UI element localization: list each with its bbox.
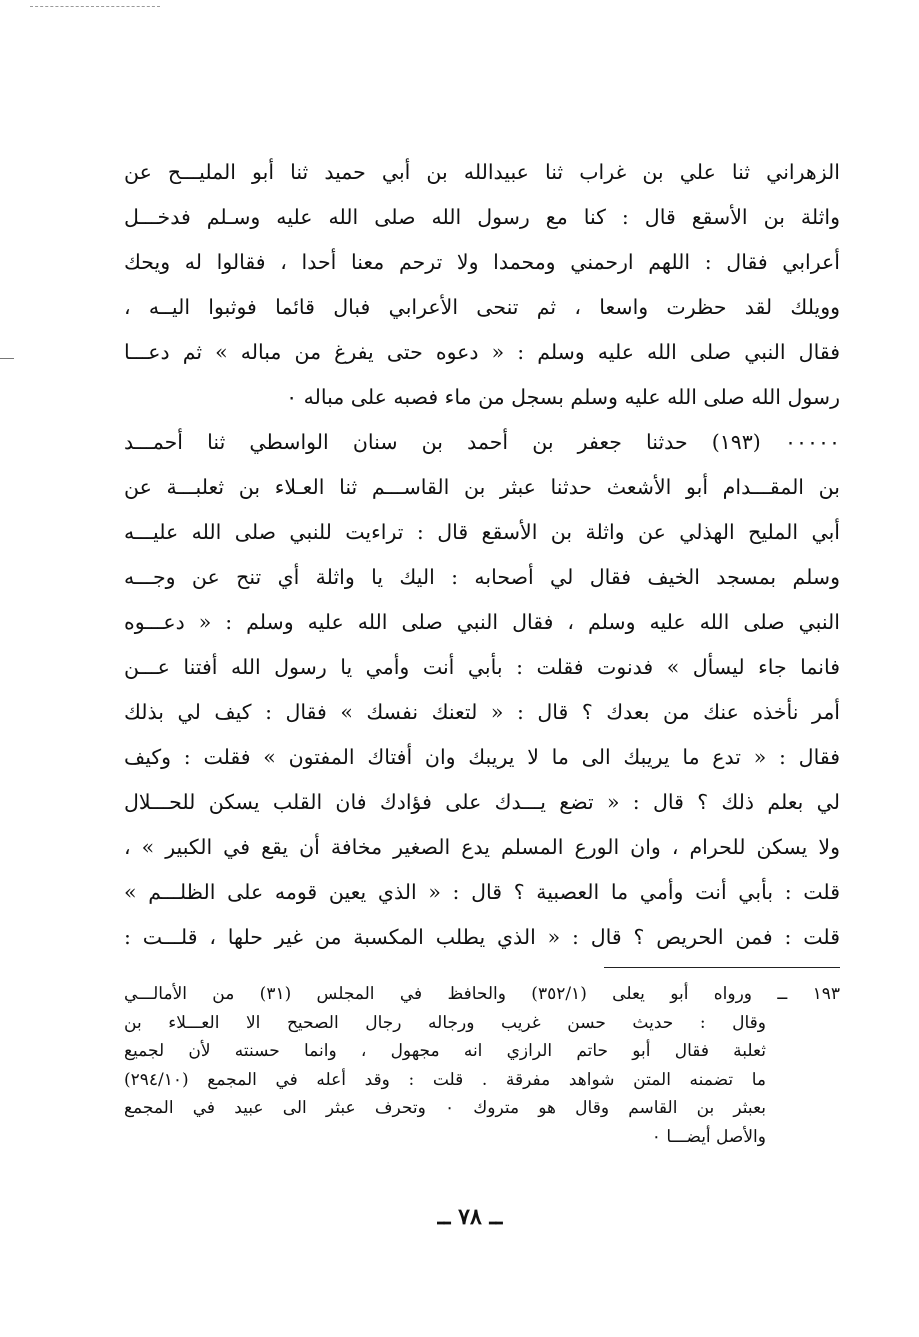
text-line: فقال : « تدع ما يريبك الى ما لا يريبك وان أفتاك المفتون » فقلت : وكيف (124, 745, 840, 769)
text-line: أمر نأخذه عنك من بعدك ؟ قال : « لتعنك نفسك » فقال : كيف لي بذلك (124, 700, 840, 724)
text-line: أعرابي فقال : اللهم ارحمني ومحمدا ولا ترحم معنا أحدا ، فقالوا له ويحك (124, 250, 840, 274)
text-line: واثلة بن الأسقع قال : كنا مع رسول الله صلى الله عليه وسـلم فدخـــل (124, 205, 840, 229)
text-line: قلت : فمن الحريص ؟ قال : « الذي يطلب المكسبة من غير حلها ، قلـــت : (124, 925, 840, 949)
text-line: فقال النبي صلى الله عليه وسلم : « دعوه حتى يفرغ من مباله » ثم دعـــا (124, 340, 840, 364)
text-line: أبي المليح الهذلي عن واثلة بن الأسقع قال : تراءيت للنبي صلى الله عليـــه (124, 520, 840, 544)
text-line: فانما جاء ليسأل » فدنوت فقلت : بأبي أنت وأمي يا رسول الله أفتنا عـــن (124, 655, 840, 679)
footnote-line: بعبثر بن القاسم وقال هو متروك ٠ وتحرف عبثر الى عبيد في المجمع (124, 1098, 766, 1118)
footnote-line: ثعلبة فقال أبو حاتم الرازي انه مجهول ، وانما حسنته لأن لجميع (124, 1041, 766, 1061)
page-number: ــ ٧٨ ــ (437, 1204, 503, 1230)
footnote-line: والأصل أيضـــا ٠ (651, 1126, 766, 1147)
text-line: لي بعلم ذلك ؟ قال : « تضع يـــدك على فؤادك فان القلب يسكن للحـــلال (124, 790, 840, 814)
footnote-line: ما تضمنه المتن شواهد مفرقة . قلت : وقد أعله في المجمع (٢٩٤/١٠) (124, 1069, 766, 1090)
footnote-divider (604, 967, 840, 968)
text-line: ولا يسكن للحرام ، وان الورع المسلم يدع الصغير مخافة أن يقع في الكبير » ، (124, 835, 840, 859)
hadith-193-start: ٠٠٠٠٠ (١٩٣) حدثنا جعفر بن أحمد بن سنان الواسطي ثنا أحمـــد (124, 430, 840, 454)
footnote-line: وقال : حديث حسن غريب ورجاله رجال الصحيح الا العـــلاء بن (124, 1012, 766, 1033)
main-text (124, 150, 840, 960)
footnotes (124, 980, 840, 1151)
text-line: قلت : بأبي أنت وأمي ما العصبية ؟ قال : « الذي يعين قومه على الظلـــم » (124, 880, 840, 904)
text-line: الزهراني ثنا علي بن غراب ثنا عبيدالله بن أبي حميد ثنا أبو المليـــح عن (124, 160, 840, 184)
scan-artifact (30, 6, 160, 8)
text-line: وسلم بمسجد الخيف فقال لي أصحابه : اليك يا واثلة أي تنح عن وجـــه (124, 565, 840, 589)
text-line: وويلك لقد حظرت واسعا ، ثم تنحى الأعرابي فبال قائما فوثبوا اليــه ، (124, 295, 840, 319)
footnote-line: ١٩٣ ــ ورواه أبو يعلى (٣٥٢/١) والحافظ في المجلس (٣١) من الأمالـــي (124, 984, 840, 1004)
margin-mark (0, 358, 14, 359)
text-line: النبي صلى الله عليه وسلم ، فقال النبي صلى الله عليه وسلم : « دعـــوه (124, 610, 840, 634)
text-line: رسول الله صلى الله عليه وسلم بسجل من ماء فصبه على مباله ٠ (286, 385, 840, 409)
text-line: بن المقـــدام أبو الأشعث حدثنا عبثر بن القاســـم ثنا العـلاء بن ثعلبـــة عن (124, 475, 840, 499)
